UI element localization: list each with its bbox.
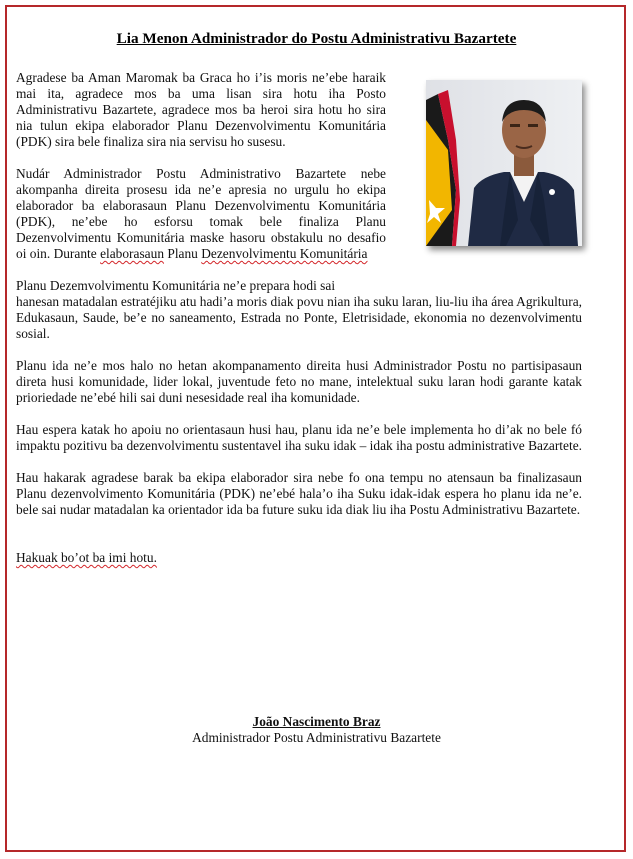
- closing-line: Hakuak bo’ot ba imi hotu.: [16, 550, 157, 565]
- portrait-illustration: [426, 80, 582, 246]
- paragraph-4: Planu ida ne’e mos halo no hetan akompanamento direita husi Administrador Postu no partisipasaun direta husi komunidade, lider lokal, juventude feto no mane, intelektual suku laran hodi garante katak prioriedade ne’ebé hili sai duni nesesidade real iha komunidade.: [16, 358, 582, 405]
- spellcheck-word: elaborasaun: [100, 246, 165, 261]
- paragraph-6: Hau hakarak agradese barak ba ekipa elaborador sira nebe fo ona tempu no atensaun ba finalizasaun Planu dezenvolvimento Komunitária (PDK) ne’ebé hala’o iha Suku idak-idak espera ho planu ida ne’e. bele sai nudar matadalan ka orientador ida ba future suku ida diak liu iha Postu Administrativu Bazartete.: [16, 470, 582, 517]
- page-title: Lia Menon Administrador do Postu Administrativu Bazartete: [116, 30, 517, 47]
- administrator-portrait: [426, 80, 582, 246]
- paragraph-5: Hau espera katak ho apoiu no orientasaun husi hau, planu ida ne’e bele implementa ho di’ak no bele fó impaktu pozitivu ba dezenvolvimentu sustentavel iha suku idak – idak iha postu administrative Bazartete.: [16, 422, 582, 453]
- lapel-pin-icon: [549, 189, 555, 195]
- spellcheck-phrase: Dezenvolvimentu Komunitária: [201, 246, 368, 261]
- signature-name: João Nascimento Braz: [252, 714, 381, 729]
- signature-role: Administrador Postu Administrativu Bazartete: [192, 730, 441, 745]
- paragraph-3: hanesan matadalan estratéjiku atu hadi’a moris diak povu nian iha suku laran, liu-liu iha área Agrikultura, Edukasaun, Saude, be’e no saneamento, Estrada no Ponte, Eletrisidade, ekonomia no dezenvolvimentu sosial.: [16, 294, 582, 341]
- paragraph-1: Agradese ba Aman Maromak ba Graca ho i’is moris ne’ebe haraik mai ita, agradece mos ba uma lisan sira hotu iha Posto Administrativu Bazartete, agradece mos ba heroi sira hotu ho sira nia tulun ekipa elaborador Planu Dezenvolvimentu Komunitária (PDK) sira bele finaliza sira nia servisu ho susesu.: [16, 70, 386, 149]
- paragraph-3-first-line: Planu Dezemvolvimentu Komunitária ne’e prepara hodi sai: [16, 278, 336, 293]
- paragraph-2: Nudár Administrador Postu Administrativo Bazartete nebe akompanha direita prosesu ida ne’e apresia no urgulu ho ekipa elaborador ba elaborasaun Planu Dezenvolvimentu Komunitária (PDK), ne’ebe ho esforsu tomak bele finaliza Planu Dezenvolvimentu Komunitária maske hasoru obstakulu no desafio oi oin. Durante elaborasaun Planu Dezenvolvimentu Komunitária: [16, 166, 386, 261]
